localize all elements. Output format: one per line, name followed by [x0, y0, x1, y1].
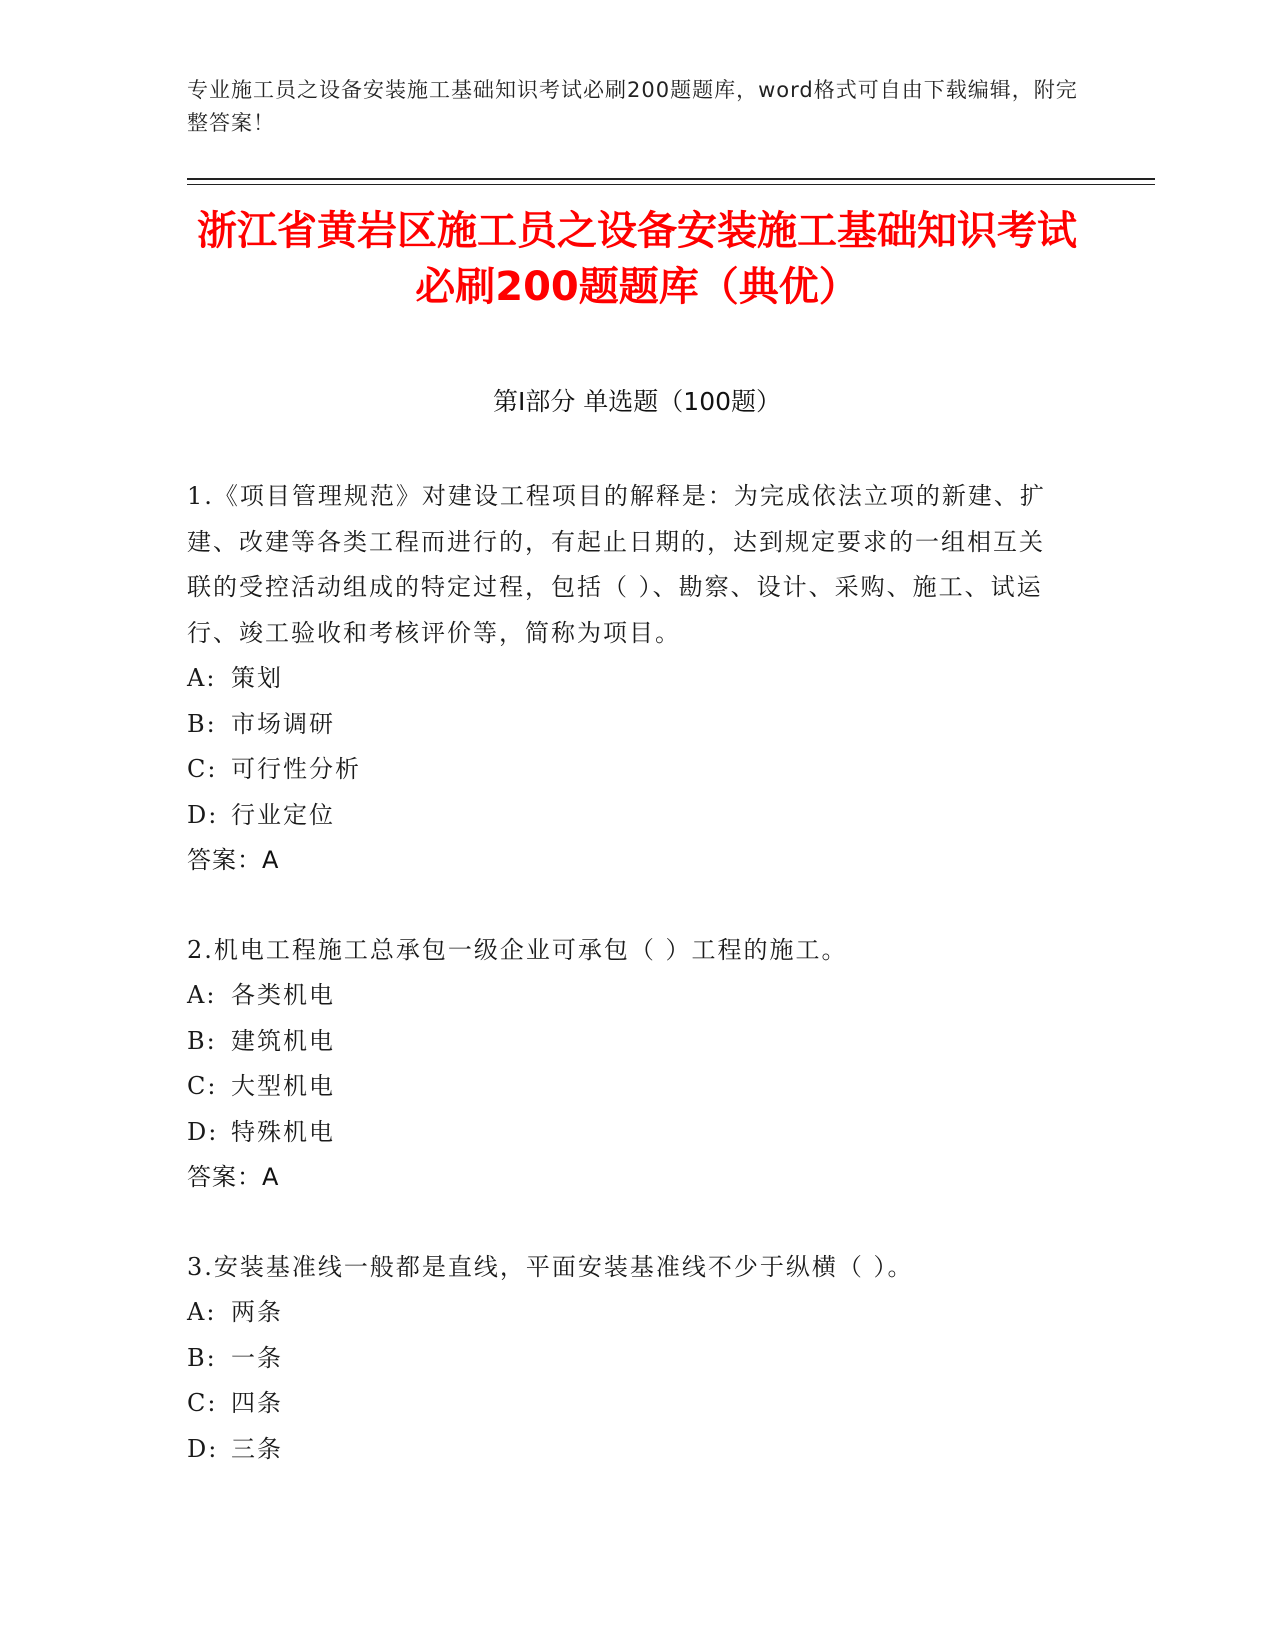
option-key: B:	[187, 1026, 217, 1055]
answer-line: 答案：A	[187, 1163, 280, 1191]
option-text: 四条	[231, 1389, 283, 1417]
option-b	[187, 702, 1067, 748]
option-key: C:	[187, 1072, 218, 1100]
option-key: D:	[187, 800, 219, 829]
option-c	[187, 747, 1067, 793]
option-text: 三条	[231, 1434, 283, 1463]
option-key: B:	[187, 1343, 217, 1372]
option-text: 建筑机电	[231, 1026, 335, 1055]
option-key: D:	[187, 1117, 219, 1146]
option-key: B:	[187, 709, 217, 738]
option-a	[187, 1290, 1067, 1336]
header-divider-thin	[187, 184, 1155, 185]
question-stem: 3.安装基准线一般都是直线，平面安装基准线不少于纵横（ ）。	[187, 1252, 914, 1281]
option-text: 行业定位	[231, 800, 335, 829]
question-1	[187, 474, 1067, 884]
option-key: C:	[187, 755, 218, 783]
option-c	[187, 1381, 1067, 1427]
option-text: 各类机电	[231, 981, 335, 1009]
option-c	[187, 1064, 1067, 1110]
option-text: 特殊机电	[231, 1117, 335, 1146]
option-text: 大型机电	[231, 1072, 335, 1100]
option-key: C:	[187, 1389, 218, 1417]
answer-line: 答案：A	[187, 846, 280, 874]
option-d	[187, 1110, 1067, 1156]
option-text: 一条	[231, 1343, 283, 1372]
option-b	[187, 1019, 1067, 1065]
option-b	[187, 1336, 1067, 1382]
question-3	[187, 1245, 1067, 1473]
question-stem: 2.机电工程施工总承包一级企业可承包（ ）工程的施工。	[187, 935, 848, 964]
option-text: 两条	[231, 1298, 283, 1326]
option-a	[187, 656, 1067, 702]
option-key: A:	[187, 664, 217, 692]
document-title: 浙江省黄岩区施工员之设备安装施工基础知识考试必刷200题题库（典优）	[197, 208, 1077, 310]
option-text: 策划	[231, 664, 283, 692]
option-text: 市场调研	[231, 709, 335, 738]
option-d	[187, 1427, 1067, 1473]
option-key: A:	[187, 1298, 217, 1326]
section-heading: 第I部分 单选题（100题）	[492, 387, 782, 416]
header-divider-thick	[187, 178, 1155, 180]
option-key: D:	[187, 1434, 219, 1463]
option-d	[187, 793, 1067, 839]
option-key: A:	[187, 981, 217, 1009]
question-2	[187, 928, 1067, 1201]
question-stem: 1.《项目管理规范》对建设工程项目的解释是：为完成依法立项的新建、扩建、改建等各类工程而进行的，有起止日期的，达到规定要求的一组相互关联的受控活动组成的特定过程，包括（ ）、勘察、设计、采购、施工、试运行、竣工验收和考核评价等，简称为项目。	[187, 482, 1046, 647]
option-text: 可行性分析	[231, 755, 361, 783]
header-note: 专业施工员之设备安装施工基础知识考试必刷200题题库，word格式可自由下载编辑，附完整答案！	[187, 78, 1078, 135]
option-a	[187, 973, 1067, 1019]
question-list	[187, 474, 1067, 1516]
